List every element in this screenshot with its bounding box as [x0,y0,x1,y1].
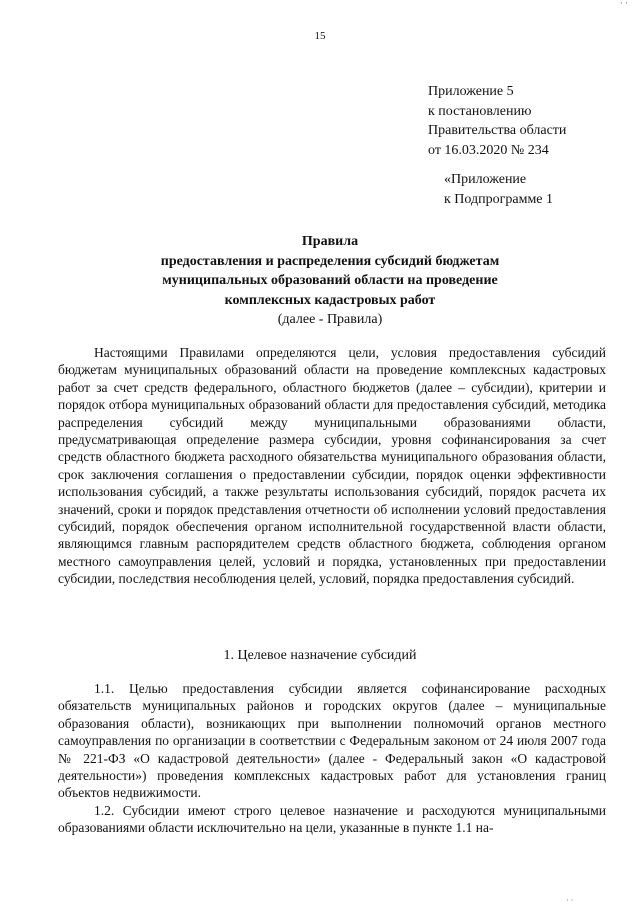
section-1-body [58,680,606,837]
annex-line-4: от 16.03.2020 № 234 [428,142,549,158]
title-line-5: (далее - Правила) [277,312,383,327]
footer-mark: · · [566,896,574,905]
title-line-4: комплексных кадастровых работ [224,292,436,308]
page-number: 15 [314,30,326,42]
annex-line-1: Приложение 5 [428,84,514,99]
title-line-2: предоставления и распределения субсидий бюджетам [160,253,500,269]
title-line-3: муниципальных образований области на проведение [162,273,498,288]
annex-line-3: Правительства области [428,123,567,138]
intro-paragraph-block [58,344,606,588]
paragraph-1-2: 1.2. Субсидии имеют строго целевое назначение и расходуются муниципальными образованиями области исключительно на цели, указанные в пункте 1.1 на- [58,802,606,836]
corner-mark: · · [619,0,628,8]
section-1-heading: 1. Целевое назначение субсидий [223,648,417,663]
document-title [80,232,580,330]
title-line-1: Правила [301,234,359,249]
subprogram-annex-line-1: «Приложение [444,172,527,187]
paragraph-1-1: 1.1. Целью предоставления субсидии является софинансирование расходных обязательств муниципальных районов и городских округов (далее – муниципальные образования области), возникающих при выполнении полномочий органов местного самоуправления по организации в соответствии с Федеральным законом от 24 июля 2007 года № 221-ФЗ «О кадастровой деятельности» (далее - Федеральный закон «О кадастровой деятельности») проведения комплексных кадастровых работ для установления границ объектов недвижимости. [58,681,606,801]
subprogram-annex-line-2: к Подпрограмме 1 [444,191,554,207]
annex-block [428,82,628,160]
intro-paragraph: Настоящими Правилами определяются цели, условия предоставления субсидий бюджетам муниципальных образований области на проведение комплексных кадастровых работ за счет средств федерального, областного бюджетов (далее – субсидии), критерии и порядок отбора муниципальных образований области для предоставления субсидий, методика распределения субсидий между муниципальными образованиями области, предусматривающая определение размера субсидии, уровня софинансирования за счет средств областного бюджета расходного обязательства муниципального образования области, срок заключения соглашения о предоставлении субсидии, порядок оценки эффективности использования субсидий, а также результаты использования субсидий, порядок расчета их значений, сроки и порядок представления отчетности об исполнении условий предоставления субсидий, порядок обеспечения органом исполнительной государственной власти области, являющимся главным распорядителем средств областного бюджета, соблюдения органом местного самоуправления целей, условий и порядка, установленных при предоставлении субсидии, последствия несоблюдения целей, условий, порядка предоставления субсидий. [58,345,606,587]
annex-line-2: к постановлению [428,103,532,119]
subprogram-annex-block [444,170,634,209]
